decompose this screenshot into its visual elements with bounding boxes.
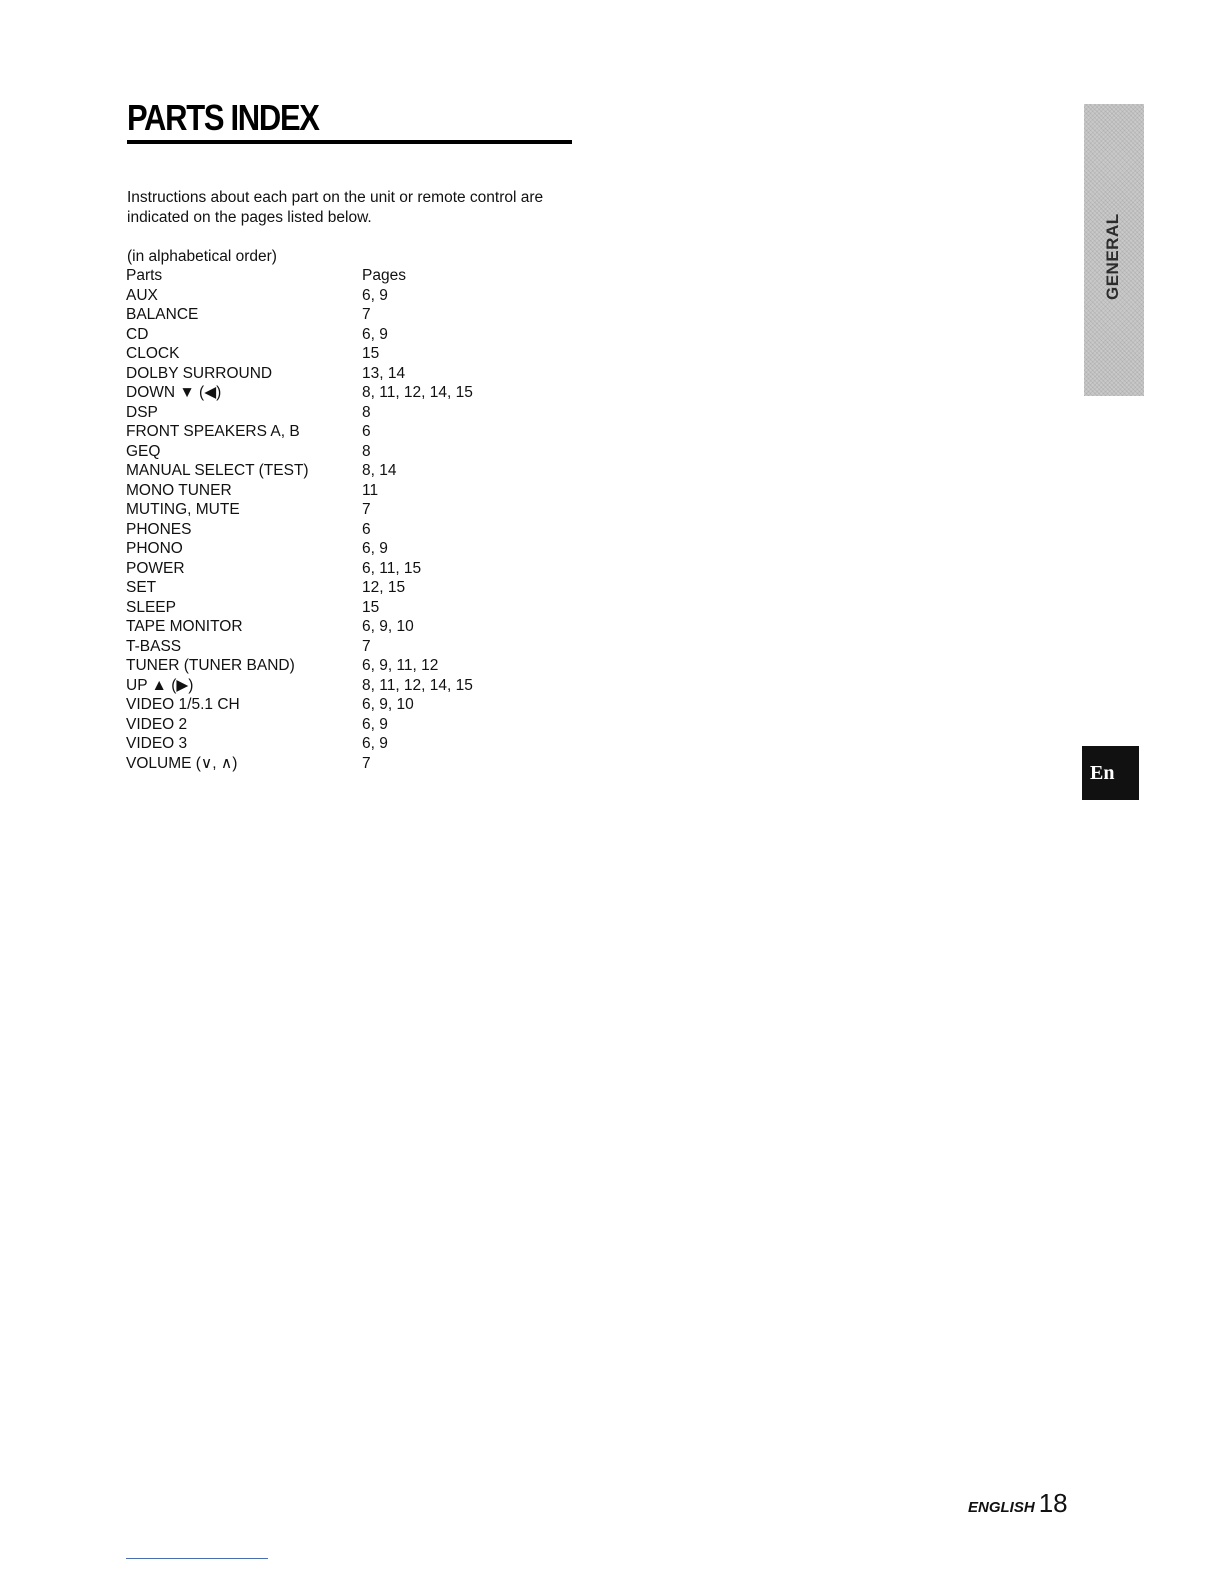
page-title: PARTS INDEX [127,97,319,138]
column-header-pages: Pages [362,267,406,284]
part-pages: 11 [362,481,379,499]
part-name: DOLBY SURROUND [126,364,273,382]
footer-language: ENGLISH [968,1499,1035,1516]
page-number: 18 [1038,1488,1068,1518]
table-row [126,364,473,384]
table-row [126,481,473,501]
part-name: GEQ [126,442,161,460]
part-name: CLOCK [126,345,180,362]
part-name: SLEEP [126,598,176,616]
part-pages: 12, 15 [362,579,406,596]
table-row [126,422,473,442]
part-name: POWER [126,559,185,577]
part-name: VOLUME (∨, ∧) [126,754,238,772]
part-pages: 6, 9 [362,325,388,343]
part-name: VIDEO 2 [126,715,188,733]
page-footer [968,1488,1068,1519]
part-name: DSP [126,403,158,421]
table-row [126,383,473,403]
part-name: MUTING, MUTE [126,501,240,518]
title-underline [127,140,572,144]
part-name: VIDEO 3 [126,735,188,752]
table-row [126,559,473,579]
table-row [126,344,473,364]
table-row [126,578,473,598]
table-row [126,617,473,637]
part-pages: 8, 14 [362,462,397,479]
part-name: BALANCE [126,306,199,323]
table-row [126,500,473,520]
table-row [126,403,473,423]
part-name: TUNER (TUNER BAND) [126,657,295,674]
part-name: PHONO [126,540,183,557]
bottom-rule [126,1558,268,1559]
part-pages: 7 [362,501,371,518]
table-row [126,286,473,306]
part-pages: 6, 9 [362,540,388,557]
part-pages: 6, 11, 15 [362,559,422,577]
part-name: AUX [126,286,158,304]
table-row [126,637,473,657]
part-pages: 6 [362,520,371,538]
table-row [126,715,473,735]
part-name: MANUAL SELECT (TEST) [126,462,309,479]
part-name: FRONT SPEAKERS A, B [126,423,300,440]
part-pages: 6, 9, 11, 12 [362,657,439,674]
general-section-label: GENERAL [1103,213,1122,300]
part-name: SET [126,579,157,596]
table-row [126,520,473,540]
table-row [126,676,473,696]
table-row [126,442,473,462]
part-name: CD [126,325,149,343]
table-row [126,695,473,715]
column-header-parts: Parts [126,267,163,284]
parts-index-table [126,266,473,773]
part-pages: 6, 9 [362,715,388,733]
part-pages: 7 [362,754,371,772]
table-row [126,754,473,774]
part-pages: 15 [362,345,380,362]
part-name: PHONES [126,520,192,538]
table-row [126,656,473,676]
table-row [126,461,473,481]
table-row [126,325,473,345]
part-pages: 7 [362,637,371,655]
part-pages: 13, 14 [362,364,406,382]
part-pages: 8 [362,442,371,460]
part-pages: 6, 9 [362,735,388,752]
part-pages: 8, 11, 12, 14, 15 [362,676,473,694]
part-pages: 7 [362,306,371,323]
table-row [126,734,473,754]
part-name: TAPE MONITOR [126,618,243,635]
part-name: DOWN ▼ (◀) [126,384,222,401]
part-name: VIDEO 1/5.1 CH [126,696,240,713]
order-note: (in alphabetical order) [127,248,277,265]
language-tab: En [1082,746,1139,800]
part-pages: 15 [362,598,380,616]
part-pages: 8 [362,403,371,421]
part-name: UP ▲ (▶) [126,676,194,694]
part-pages: 6, 9 [362,286,388,304]
table-row [126,539,473,559]
table-row [126,598,473,618]
part-pages: 8, 11, 12, 14, 15 [362,384,473,401]
part-pages: 6 [362,423,371,440]
part-name: MONO TUNER [126,481,232,499]
part-pages: 6, 9, 10 [362,696,414,713]
intro-paragraph: Instructions about each part on the unit or remote control are indicated on the pages listed below. [127,189,544,226]
table-header-row [126,266,473,286]
part-name: T-BASS [126,637,182,655]
part-pages: 6, 9, 10 [362,618,414,635]
table-row [126,305,473,325]
